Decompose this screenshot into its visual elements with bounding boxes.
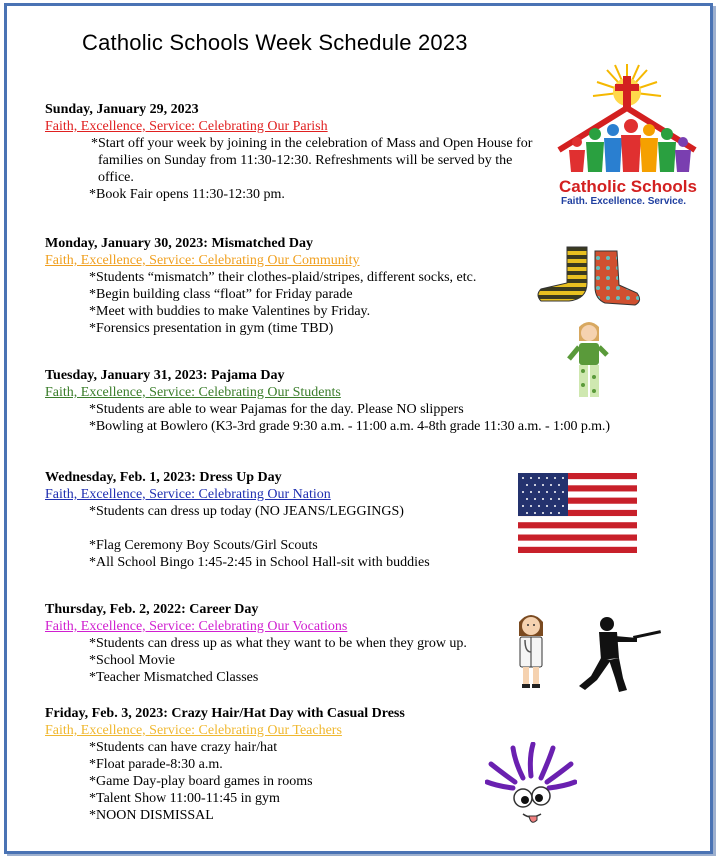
socks-image [533,243,645,309]
pajama-kid-image [567,319,611,401]
list-item: *Flag Ceremony Boy Scouts/Girl Scouts [89,538,318,553]
list-item: *Bowling at Bowlero (K3-3rd grade 9:30 a.m. - 11:00 a.m. 4-8th grade 11:30 a.m. - 1:00 p.m.) [89,419,610,434]
day-theme: Faith, Excellence, Service: Celebrating Our Community [45,253,360,268]
day-heading: Monday, January 30, 2023: Mismatched Day [45,236,313,251]
logo-name: Catholic Schools [559,177,697,196]
baseball-player-image [577,614,663,694]
list-item: *Students can dress up today (NO JEANS/LEGGINGS) [89,504,404,519]
list-item: *All School Bingo 1:45-2:45 in School Hall-sit with buddies [89,555,430,570]
day-heading: Thursday, Feb. 2, 2022: Career Day [45,602,259,617]
day-heading: Sunday, January 29, 2023 [45,102,199,117]
crazy-hair-face-icon [485,742,577,828]
catholic-schools-logo [555,62,703,212]
pajama-kid-icon [567,319,611,401]
list-item: *Talent Show 11:00-11:45 in gym [89,791,280,806]
logo-tagline: Faith. Excellence. Service. [561,196,687,207]
list-item: *Game Day-play board games in rooms [89,774,313,789]
day-heading: Friday, Feb. 3, 2023: Crazy Hair/Hat Day with Casual Dress [45,706,405,721]
page-title: Catholic Schools Week Schedule 2023 [82,30,468,55]
american-flag-icon [518,473,637,553]
list-item: *Students are able to wear Pajamas for the day. Please NO slippers [89,402,464,417]
list-item: *School Movie [89,653,175,668]
list-item: *NOON DISMISSAL [89,808,214,823]
list-item: *Teacher Mismatched Classes [89,670,259,685]
list-item: *Students can dress up as what they want to be when they grow up. [89,636,467,651]
list-item: *Students can have crazy hair/hat [89,740,278,755]
doctor-icon [513,610,549,690]
us-flag-image [518,473,637,553]
list-item: *Book Fair opens 11:30-12:30 pm. [89,187,285,202]
list-item: *Start off your week by joining in the celebration of Mass and Open House for families on Sunday from 11:30-12:30. Refreshments will be served by the office. [91,136,533,185]
list-item: *Meet with buddies to make Valentines by Friday. [89,304,371,319]
day-heading: Wednesday, Feb. 1, 2023: Dress Up Day [45,470,282,485]
day-friday [45,705,685,824]
list-item: *Forensics presentation in gym (time TBD) [89,321,334,336]
list-item: *Float parade-8:30 a.m. [89,757,223,772]
crazy-hair-face-image [485,742,577,828]
mismatched-socks-icon [533,243,645,309]
day-theme: Faith, Excellence, Service: Celebrating Our Students [45,385,341,400]
day-theme: Faith, Excellence, Service: Celebrating Our Nation [45,487,331,502]
list-item: *Students “mismatch” their clothes-plaid/stripes, different socks, etc. [89,270,477,285]
day-theme: Faith, Excellence, Service: Celebrating Our Teachers [45,723,342,738]
day-heading: Tuesday, January 31, 2023: Pajama Day [45,368,285,383]
baseball-batter-icon [577,614,663,694]
day-theme: Faith, Excellence, Service: Celebrating Our Parish [45,119,328,134]
list-item: *Begin building class “float” for Friday parade [89,287,353,302]
day-theme: Faith, Excellence, Service: Celebrating Our Vocations [45,619,348,634]
doctor-image [513,610,549,690]
